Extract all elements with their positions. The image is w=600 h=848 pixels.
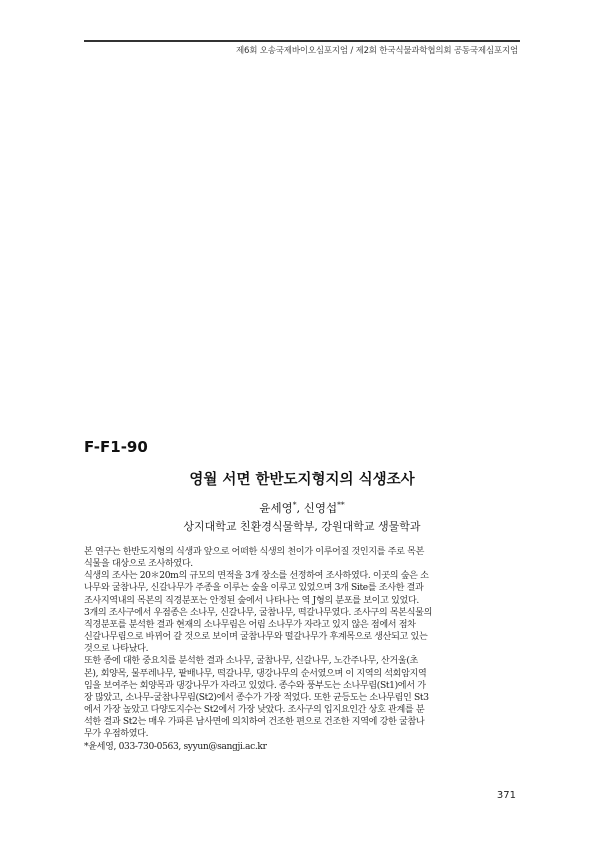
body-line: 석한 결과 St2는 매우 가파른 남사면에 의치하여 건조한 편으로 건조한 지역에 강한 굴참나 (84, 717, 425, 728)
author-line (84, 500, 520, 516)
abstract-code: F-F1-90 (84, 438, 148, 456)
body-line: 3개의 조사구에서 우점종은 소나무, 신갈나무, 굴참나무, 떡갈나무였다. 조사구의 목본식물의 (84, 607, 433, 618)
body-line: 또한 종에 대한 중요치를 분석한 결과 소나무, 굴참나무, 신갈나무, 노간주나무, 산거울(초 (84, 656, 418, 667)
author-mark: ** (337, 500, 345, 510)
body-line: 본), 회양목, 물푸레나무, 팥배나무, 떡갈나무, 댕강나무의 순서였으며 이 지역의 석회암지역 (84, 668, 427, 679)
header-rule (84, 40, 520, 42)
body-line: 장 많았고, 소나무-굴참나무림(St2)에서 종수가 가장 적었다. 또한 균등도는 소나무림인 St3 (84, 692, 429, 703)
running-header: 제6회 오송국제바이오심포지엄 / 제2회 한국식물과학협의회 공동국제심포지엄 (236, 46, 518, 56)
author-mark: * (292, 500, 297, 510)
body-line: 것으로 나타났다. (84, 644, 149, 655)
author-separator: , (296, 501, 304, 515)
paper-title: 영월 서면 한반도지형지의 식생조사 (189, 471, 415, 488)
body-line: 식물을 대상으로 조사하였다. (84, 559, 193, 570)
body-line: 본 연구는 한반도지형의 식생과 앞으로 어떠한 식생의 천이가 이루어질 것인지를 주로 목본 (84, 547, 425, 557)
body-line: 에서 가장 높았고 다양도지수는 St2에서 가장 낮았다. 조사구의 입지요인간 상호 관계를 분 (84, 705, 425, 716)
author-name: 윤세영 (259, 501, 293, 515)
abstract-body (84, 546, 518, 753)
body-line: 직경분포를 분석한 결과 현재의 소나무림은 어림 소나무가 자라고 있지 않은 점에서 점차 (84, 619, 416, 630)
author-name: 신영섭 (303, 501, 338, 515)
body-line: 임을 보여주는 회양목과 댕강나무가 자라고 있었다. 종수와 풍부도는 소나무림(St1)에서 가 (84, 680, 426, 691)
page-number: 371 (496, 790, 516, 801)
body-line: 나무와 굴참나무, 신갈나무가 주종을 이루는 숲을 이루고 있었으며 3개 Site를 조사한 결과 (84, 583, 424, 594)
body-line: 조사지역내의 목본의 직경분포는 안정된 숲에서 나타나는 역 J형의 분포를 보이고 있었다. (84, 595, 419, 606)
affiliation: 상지대학교 친환경식물학부, 강원대학교 생물학과 (183, 520, 421, 533)
body-line: 식생의 조사는 20＊20m의 규모의 면적을 3개 장소를 선정하여 조사하였다. 이곳의 숲은 소 (84, 571, 429, 582)
body-line: 무가 우점하였다. (84, 729, 149, 740)
body-line: 신갈나무림으로 바뀌어 갈 것으로 보이며 굴참나무와 떨갈나무가 후계목으로 생산되고 있는 (84, 632, 428, 643)
contact-line: *윤세영, 033-730-0563, syyun@sangji.ac.kr (84, 741, 267, 752)
